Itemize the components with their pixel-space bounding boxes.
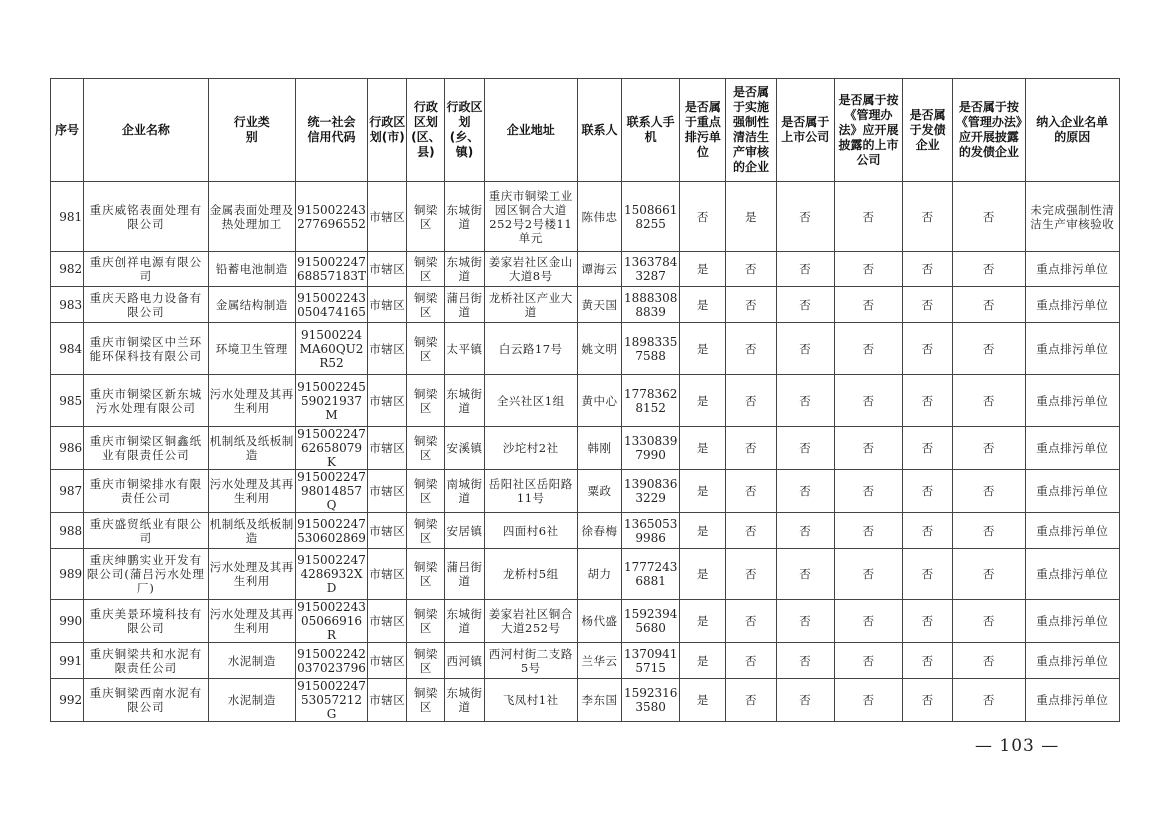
cell-code: 915002242037023796 — [295, 643, 367, 679]
cell-city: 市辖区 — [368, 600, 407, 643]
cell-listed-disclosure: 否 — [834, 549, 902, 600]
cell-name: 重庆盛贸纸业有限公司 — [84, 513, 208, 549]
cell-phone: 13637843287 — [622, 252, 680, 287]
cell-key-polluter: 是 — [680, 549, 726, 600]
cell-address: 龙桥社区产业大道 — [484, 287, 577, 323]
cell-listed-disclosure: 否 — [834, 470, 902, 513]
header-bond-disclosure: 是否属于按《管理办法》应开展披露的发债企业 — [953, 79, 1025, 182]
cell-county: 铜梁区 — [407, 252, 445, 287]
cell-city: 市辖区 — [368, 513, 407, 549]
cell-code: 91500224753057212G — [297, 679, 366, 721]
cell-code: 915002243050474165 — [295, 287, 367, 323]
cell-industry: 水泥制造 — [208, 679, 295, 722]
cell-town: 南城街道 — [445, 470, 484, 513]
cell-seq: 990 — [51, 600, 84, 643]
cell-key-polluter: 是 — [680, 679, 726, 722]
cell-key-polluter: 是 — [680, 427, 726, 470]
cell-bond-disclosure: 否 — [953, 287, 1025, 323]
cell-industry: 金属结构制造 — [208, 287, 295, 323]
cell-phone: 13308397990 — [622, 427, 680, 470]
cell-county: 铜梁区 — [407, 513, 445, 549]
cell-county: 铜梁区 — [407, 182, 445, 252]
cell-cleaner-audit: 否 — [726, 600, 776, 643]
cell-listed-disclosure: 否 — [834, 375, 902, 427]
cell-city: 市辖区 — [368, 375, 407, 427]
cell-bond-issuer: 否 — [903, 643, 953, 679]
cell-listed: 否 — [776, 600, 834, 643]
cell-cleaner-audit: 否 — [726, 513, 776, 549]
cell-name: 重庆威铭表面处理有限公司 — [84, 182, 208, 252]
table-body — [51, 182, 1120, 722]
cell-city: 市辖区 — [368, 252, 407, 287]
cell-bond-issuer: 否 — [903, 323, 953, 375]
cell-contact: 黄天国 — [577, 287, 621, 323]
header-code: 统一社会信用代码 — [295, 79, 367, 182]
cell-bond-issuer: 否 — [903, 549, 953, 600]
cell-town: 东城街道 — [445, 375, 484, 427]
cell-phone: 15923163580 — [622, 679, 680, 722]
header-address: 企业地址 — [484, 79, 577, 182]
cell-seq: 984 — [51, 323, 84, 375]
cell-listed-disclosure: 否 — [834, 252, 902, 287]
cell-seq: 983 — [51, 287, 84, 323]
cell-listed: 否 — [776, 375, 834, 427]
cell-code: 915002247530602869 — [295, 513, 367, 549]
cell-reason: 重点排污单位 — [1025, 323, 1119, 375]
cell-county: 铜梁区 — [407, 549, 445, 600]
cell-address: 西河村街二支路5号 — [484, 643, 577, 679]
cell-name: 重庆铜梁西南水泥有限公司 — [84, 679, 208, 722]
cell-address: 飞凤村1社 — [484, 679, 577, 722]
cell-listed-disclosure: 否 — [834, 287, 902, 323]
cell-code: 91500224798014857Q — [297, 470, 366, 512]
cell-seq: 987 — [51, 470, 84, 513]
cell-code: 91500224768857183T — [295, 252, 367, 287]
cell-listed: 否 — [776, 287, 834, 323]
cell-listed: 否 — [776, 513, 834, 549]
cell-code: 91500224762658079K — [297, 427, 366, 469]
cell-key-polluter: 是 — [680, 252, 726, 287]
cell-key-polluter: 是 — [680, 375, 726, 427]
cell-key-polluter: 是 — [680, 643, 726, 679]
cell-name: 重庆天路电力设备有限公司 — [84, 287, 208, 323]
cell-town: 蒲吕街道 — [445, 549, 484, 600]
cell-listed: 否 — [776, 323, 834, 375]
cell-bond-disclosure: 否 — [953, 252, 1025, 287]
cell-bond-disclosure: 否 — [953, 643, 1025, 679]
cell-industry: 污水处理及其再生利用 — [208, 549, 295, 600]
cell-contact: 姚文明 — [577, 323, 621, 375]
header-key-polluter: 是否属于重点排污单位 — [680, 79, 726, 182]
cell-contact: 杨代盛 — [577, 600, 621, 643]
cell-address: 重庆市铜梁工业园区铜合大道252号2号楼11单元 — [484, 182, 577, 252]
cell-industry: 污水处理及其再生利用 — [208, 600, 295, 643]
cell-reason: 重点排污单位 — [1025, 643, 1119, 679]
cell-name: 重庆市铜梁区中兰环能环保科技有限公司 — [84, 323, 208, 375]
cell-bond-issuer: 否 — [903, 513, 953, 549]
cell-phone: 15086618255 — [622, 182, 680, 252]
cell-name: 重庆绅鹏实业开发有限公司(蒲吕污水处理厂) — [84, 549, 208, 600]
cell-address: 四面村6社 — [484, 513, 577, 549]
cell-cleaner-audit: 否 — [726, 323, 776, 375]
header-phone: 联系人手机 — [622, 79, 680, 182]
header-county: 行政区划(区、县) — [407, 79, 445, 182]
cell-seq: 981 — [51, 182, 84, 252]
cell-bond-issuer: 否 — [903, 679, 953, 722]
cell-name: 重庆市铜梁区新东城污水处理有限公司 — [84, 375, 208, 427]
cell-name: 重庆美景环境科技有限公司 — [84, 600, 208, 643]
cell-bond-issuer: 否 — [903, 182, 953, 252]
cell-contact: 兰华云 — [577, 643, 621, 679]
table-row — [51, 252, 1120, 287]
header-town: 行政区划(乡、镇) — [445, 79, 484, 182]
cell-code: 91500224305066916R — [297, 600, 366, 642]
cell-address: 岳阳社区岳阳路11号 — [484, 470, 577, 513]
cell-industry: 金属表面处理及热处理加工 — [208, 182, 295, 252]
cell-reason: 重点排污单位 — [1025, 470, 1119, 513]
header-listed-disclosure: 是否属于按《管理办法》应开展披露的上市公司 — [834, 79, 902, 182]
cell-bond-disclosure: 否 — [953, 375, 1025, 427]
cell-town: 东城街道 — [445, 679, 484, 722]
cell-bond-issuer: 否 — [903, 600, 953, 643]
cell-city: 市辖区 — [368, 470, 407, 513]
cell-address: 沙坨村2社 — [484, 427, 577, 470]
cell-bond-issuer: 否 — [903, 252, 953, 287]
cell-cleaner-audit: 是 — [726, 182, 776, 252]
cell-address: 白云路17号 — [484, 323, 577, 375]
enterprise-list-table — [50, 78, 1120, 722]
cell-seq: 986 — [51, 427, 84, 470]
cell-reason: 重点排污单位 — [1025, 287, 1119, 323]
cell-industry: 环境卫生管理 — [208, 323, 295, 375]
table-row — [51, 513, 1120, 549]
cell-listed-disclosure: 否 — [834, 643, 902, 679]
header-cleaner-audit: 是否属于实施强制性清洁生产审核的企业 — [726, 79, 776, 182]
cell-listed-disclosure: 否 — [834, 679, 902, 722]
cell-cleaner-audit: 否 — [726, 427, 776, 470]
cell-industry: 水泥制造 — [208, 643, 295, 679]
cell-cleaner-audit: 否 — [726, 549, 776, 600]
cell-address: 姜家岩社区金山大道8号 — [484, 252, 577, 287]
cell-phone: 15923945680 — [622, 600, 680, 643]
table-row — [51, 679, 1120, 722]
cell-city: 市辖区 — [368, 323, 407, 375]
header-city: 行政区划(市) — [368, 79, 407, 182]
cell-bond-disclosure: 否 — [953, 600, 1025, 643]
cell-address: 全兴社区1组 — [484, 375, 577, 427]
cell-reason: 重点排污单位 — [1025, 427, 1119, 470]
cell-listed: 否 — [776, 470, 834, 513]
cell-contact: 李东国 — [577, 679, 621, 722]
cell-cleaner-audit: 否 — [726, 643, 776, 679]
cell-reason: 重点排污单位 — [1025, 513, 1119, 549]
cell-code: 91500224559021937M — [295, 375, 367, 427]
cell-name: 重庆市铜梁区铜鑫纸业有限责任公司 — [84, 427, 208, 470]
cell-reason: 重点排污单位 — [1025, 549, 1119, 600]
cell-seq: 989 — [51, 549, 84, 600]
cell-reason: 重点排污单位 — [1025, 252, 1119, 287]
cell-industry: 机制纸及纸板制造 — [208, 427, 295, 470]
cell-industry: 污水处理及其再生利用 — [208, 470, 295, 513]
cell-code: 9150022474286932XD — [295, 549, 367, 600]
header-reason: 纳入企业名单的原因 — [1025, 79, 1119, 182]
cell-phone: 18883088839 — [622, 287, 680, 323]
cell-contact: 韩刚 — [577, 427, 621, 470]
header-bond-issuer: 是否属于发债企业 — [903, 79, 953, 182]
cell-bond-disclosure: 否 — [953, 470, 1025, 513]
cell-cleaner-audit: 否 — [726, 679, 776, 722]
cell-key-polluter: 是 — [680, 513, 726, 549]
cell-seq: 982 — [51, 252, 84, 287]
cell-phone: 17783628152 — [622, 375, 680, 427]
cell-name: 重庆创祥电源有限公司 — [84, 252, 208, 287]
cell-bond-disclosure: 否 — [953, 549, 1025, 600]
cell-phone: 17772436881 — [622, 549, 680, 600]
cell-key-polluter: 是 — [680, 600, 726, 643]
table-header-row — [51, 79, 1120, 182]
cell-listed-disclosure: 否 — [834, 323, 902, 375]
cell-bond-issuer: 否 — [903, 287, 953, 323]
table-row — [51, 375, 1120, 427]
cell-bond-issuer: 否 — [903, 427, 953, 470]
cell-county: 铜梁区 — [407, 600, 445, 643]
cell-county: 铜梁区 — [407, 375, 445, 427]
cell-code: 91500224MA60QU2R52 — [295, 323, 367, 375]
table-row — [51, 182, 1120, 252]
cell-bond-issuer: 否 — [903, 375, 953, 427]
header-seq: 序号 — [51, 79, 84, 182]
cell-town: 太平镇 — [445, 323, 484, 375]
cell-city: 市辖区 — [368, 287, 407, 323]
cell-seq: 988 — [51, 513, 84, 549]
table-row — [51, 427, 1120, 470]
cell-seq: 992 — [51, 679, 84, 722]
cell-town: 安溪镇 — [445, 427, 484, 470]
cell-listed: 否 — [776, 643, 834, 679]
cell-reason: 未完成强制性清洁生产审核验收 — [1025, 182, 1119, 252]
table-row — [51, 470, 1120, 513]
cell-phone: 18983357588 — [622, 323, 680, 375]
cell-county: 铜梁区 — [407, 643, 445, 679]
cell-listed-disclosure: 否 — [834, 513, 902, 549]
cell-key-polluter: 是 — [680, 323, 726, 375]
table-row — [51, 287, 1120, 323]
cell-town: 东城街道 — [445, 600, 484, 643]
cell-contact: 黄中心 — [577, 375, 621, 427]
cell-bond-disclosure: 否 — [953, 679, 1025, 722]
cell-contact: 徐春梅 — [577, 513, 621, 549]
cell-reason: 重点排污单位 — [1025, 375, 1119, 427]
cell-county: 铜梁区 — [407, 427, 445, 470]
cell-city: 市辖区 — [368, 182, 407, 252]
cell-listed-disclosure: 否 — [834, 182, 902, 252]
table-row — [51, 600, 1120, 643]
cell-key-polluter: 是 — [680, 287, 726, 323]
cell-industry: 铅蓄电池制造 — [208, 252, 295, 287]
cell-contact: 粟政 — [577, 470, 621, 513]
cell-industry: 污水处理及其再生利用 — [208, 375, 295, 427]
cell-county: 铜梁区 — [407, 323, 445, 375]
cell-contact: 陈伟忠 — [577, 182, 621, 252]
cell-address: 龙桥村5组 — [484, 549, 577, 600]
cell-phone: 13908363229 — [622, 470, 680, 513]
table-row — [51, 323, 1120, 375]
cell-bond-disclosure: 否 — [953, 513, 1025, 549]
cell-listed: 否 — [776, 252, 834, 287]
cell-county: 铜梁区 — [407, 679, 445, 722]
cell-listed: 否 — [776, 679, 834, 722]
cell-bond-issuer: 否 — [903, 470, 953, 513]
cell-bond-disclosure: 否 — [953, 427, 1025, 470]
cell-listed: 否 — [776, 549, 834, 600]
cell-phone: 13709415715 — [622, 643, 680, 679]
cell-name: 重庆市铜梁排水有限责任公司 — [84, 470, 208, 513]
cell-key-polluter: 是 — [680, 470, 726, 513]
cell-town: 东城街道 — [445, 182, 484, 252]
cell-town: 安居镇 — [445, 513, 484, 549]
cell-contact: 胡力 — [577, 549, 621, 600]
cell-county: 铜梁区 — [407, 470, 445, 513]
cell-reason: 重点排污单位 — [1025, 600, 1119, 643]
table-row — [51, 643, 1120, 679]
cell-listed-disclosure: 否 — [834, 600, 902, 643]
cell-listed: 否 — [776, 427, 834, 470]
cell-city: 市辖区 — [368, 427, 407, 470]
cell-industry: 机制纸及纸板制造 — [208, 513, 295, 549]
cell-cleaner-audit: 否 — [726, 287, 776, 323]
table-row — [51, 549, 1120, 600]
cell-key-polluter: 否 — [680, 182, 726, 252]
cell-listed-disclosure: 否 — [834, 427, 902, 470]
cell-city: 市辖区 — [368, 549, 407, 600]
header-name: 企业名称 — [84, 79, 208, 182]
cell-name: 重庆铜梁共和水泥有限责任公司 — [84, 643, 208, 679]
header-listed: 是否属于上市公司 — [776, 79, 834, 182]
cell-county: 铜梁区 — [407, 287, 445, 323]
cell-address: 姜家岩社区铜合大道252号 — [484, 600, 577, 643]
cell-phone: 13650539986 — [622, 513, 680, 549]
cell-town: 蒲吕街道 — [445, 287, 484, 323]
cell-cleaner-audit: 否 — [726, 470, 776, 513]
cell-code: 915002243277696552 — [295, 182, 367, 252]
header-industry: 行业类别 — [208, 79, 295, 182]
cell-seq: 991 — [51, 643, 84, 679]
cell-contact: 谭海云 — [577, 252, 621, 287]
cell-listed: 否 — [776, 182, 834, 252]
cell-city: 市辖区 — [368, 643, 407, 679]
cell-city: 市辖区 — [368, 679, 407, 722]
cell-seq: 985 — [51, 375, 84, 427]
cell-bond-disclosure: 否 — [953, 182, 1025, 252]
cell-cleaner-audit: 否 — [726, 375, 776, 427]
page-number: — 103 — — [975, 736, 1060, 756]
cell-town: 西河镇 — [445, 643, 484, 679]
cell-cleaner-audit: 否 — [726, 252, 776, 287]
cell-bond-disclosure: 否 — [953, 323, 1025, 375]
cell-town: 东城街道 — [445, 252, 484, 287]
header-contact: 联系人 — [577, 79, 621, 182]
cell-reason: 重点排污单位 — [1025, 679, 1119, 722]
